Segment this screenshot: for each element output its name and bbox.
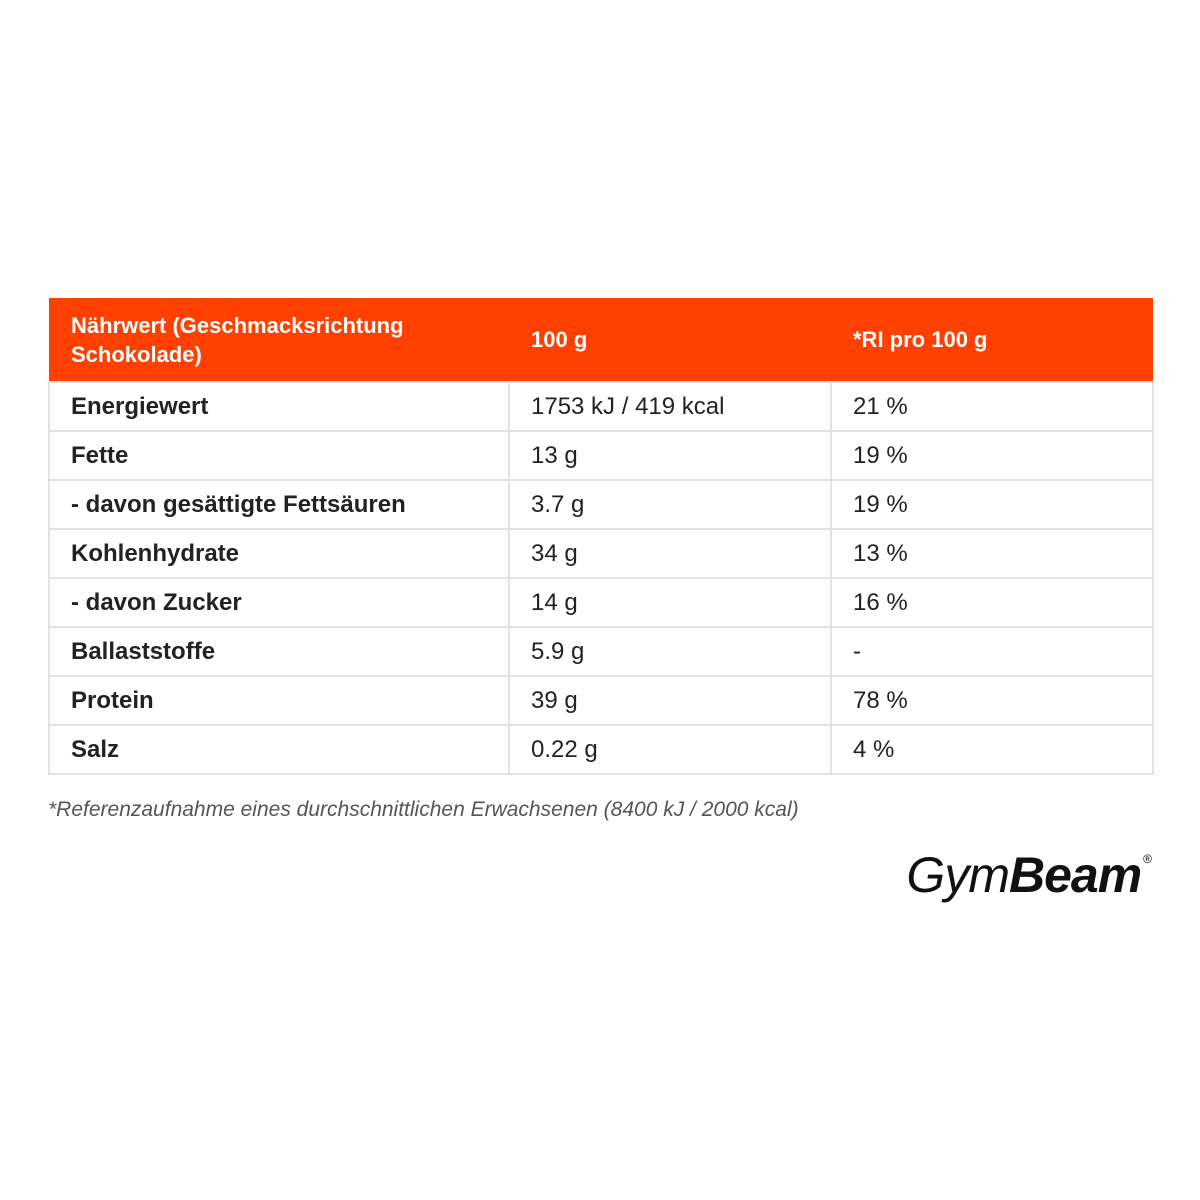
table-row (49, 725, 1153, 774)
table-row (49, 382, 1153, 431)
row-value-ri: 19 % (831, 480, 1153, 529)
row-value-per100: 5.9 g (509, 627, 831, 676)
table-row (49, 529, 1153, 578)
header-per-100g: 100 g (531, 327, 588, 352)
row-value-ri: 21 % (831, 382, 1153, 431)
logo-text-beam: Beam (1008, 847, 1142, 903)
header-nutrient: Nährwert (Geschmacksrichtung Schokolade) (71, 312, 404, 367)
row-label: Salz (49, 725, 509, 774)
table-row (49, 676, 1153, 725)
logo-text-gym: Gym (906, 847, 1009, 903)
row-label: - davon Zucker (49, 578, 509, 627)
row-value-per100: 0.22 g (509, 725, 831, 774)
row-value-ri: 4 % (831, 725, 1153, 774)
row-value-ri: 16 % (831, 578, 1153, 627)
table-row (49, 480, 1153, 529)
row-label: Fette (49, 431, 509, 480)
footnote: *Referenzaufnahme eines durchschnittlichen Erwachsenen (8400 kJ / 2000 kcal) (48, 798, 799, 821)
table-row (49, 431, 1153, 480)
row-value-per100: 1753 kJ / 419 kcal (509, 382, 831, 431)
registered-mark: ® (1143, 852, 1152, 866)
row-value-per100: 34 g (509, 529, 831, 578)
row-value-ri: - (831, 627, 1153, 676)
row-label: Energiewert (49, 382, 509, 431)
row-label: Kohlenhydrate (49, 529, 509, 578)
row-label: Ballaststoffe (49, 627, 509, 676)
row-value-ri: 13 % (831, 529, 1153, 578)
table-row (49, 578, 1153, 627)
table-row (49, 627, 1153, 676)
row-value-per100: 13 g (509, 431, 831, 480)
row-label: - davon gesättigte Fettsäuren (49, 480, 509, 529)
row-value-ri: 78 % (831, 676, 1153, 725)
table-header-row (49, 298, 1153, 382)
row-value-per100: 39 g (509, 676, 831, 725)
row-value-ri: 19 % (831, 431, 1153, 480)
nutrition-table (48, 298, 1154, 775)
gymbeam-logo (906, 846, 1152, 906)
header-reference-intake: *RI pro 100 g (853, 327, 988, 352)
row-label: Protein (49, 676, 509, 725)
row-value-per100: 14 g (509, 578, 831, 627)
row-value-per100: 3.7 g (509, 480, 831, 529)
